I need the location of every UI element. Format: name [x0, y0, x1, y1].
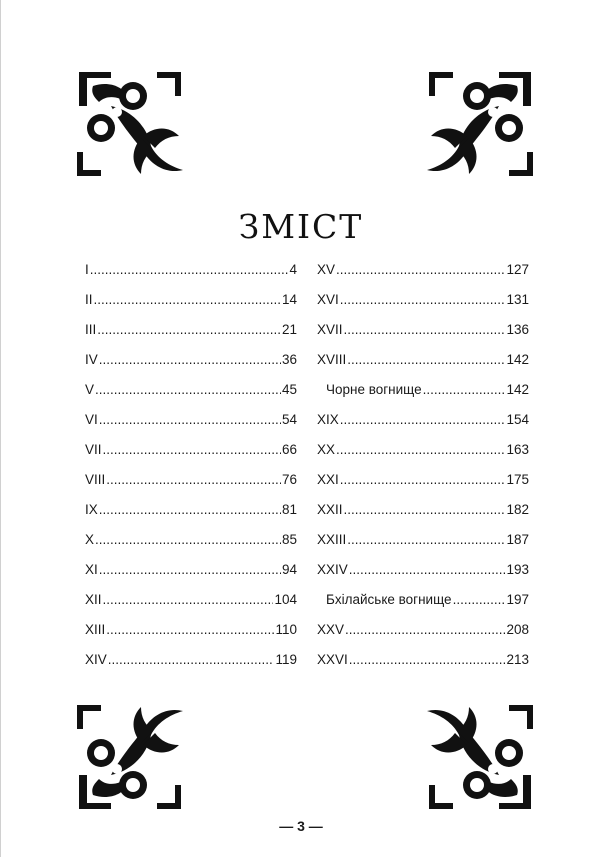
toc-entry-label: III: [85, 322, 97, 337]
toc-entry[interactable]: [317, 618, 529, 648]
toc-entry-label: X: [85, 532, 95, 547]
toc-entry-label: V: [85, 382, 95, 397]
dot-leader: [347, 348, 505, 372]
dot-leader: [106, 618, 274, 642]
dot-leader: [90, 258, 289, 282]
toc-entry-label: Бхілайське вогнище: [326, 592, 452, 607]
toc-entry-page-number: 208: [506, 622, 529, 637]
dot-leader: [103, 588, 274, 612]
toc-entry-page-number: 127: [506, 262, 529, 277]
toc-entry-label: Чорне вогнище: [326, 382, 422, 397]
toc-entry-label: XVIII: [317, 352, 347, 367]
toc-entry-page-number: 45: [281, 382, 297, 397]
dot-leader: [97, 318, 281, 342]
dot-leader: [344, 498, 506, 522]
toc-entry-label: VI: [85, 412, 98, 427]
toc-entry-page-number: 175: [506, 472, 529, 487]
toc-entry[interactable]: [85, 558, 297, 588]
toc-entry-page-number: 182: [506, 502, 529, 517]
dot-leader: [336, 258, 505, 282]
toc-entry[interactable]: [317, 648, 529, 678]
toc-entry-page-number: 104: [274, 592, 297, 607]
page-number: — 3 —: [279, 818, 323, 834]
toc-entry-page-number: 142: [506, 382, 529, 397]
dot-leader: [453, 588, 506, 612]
toc-column-right: [317, 258, 529, 678]
toc-entry-page-number: 193: [506, 562, 529, 577]
toc-entry[interactable]: [85, 348, 297, 378]
dot-leader: [340, 288, 506, 312]
toc-entry-label: I: [85, 262, 89, 277]
toc-entry-page-number: 14: [281, 292, 297, 307]
toc-column-left: [85, 258, 297, 678]
toc-entry-page-number: 81: [281, 502, 297, 517]
toc-entry[interactable]: [85, 528, 297, 558]
dot-leader: [95, 528, 281, 552]
toc-entry[interactable]: [317, 258, 529, 288]
dot-leader: [423, 378, 506, 402]
toc-entry[interactable]: [85, 618, 297, 648]
toc-entry-label: VIII: [85, 472, 106, 487]
toc-entry-label: XIII: [85, 622, 106, 637]
toc-entry[interactable]: [317, 378, 529, 408]
fleuron-corner-icon: [419, 66, 539, 186]
toc-entry-page-number: 36: [281, 352, 297, 367]
page-title: ЗМІСТ: [238, 207, 364, 246]
fleuron-corner-icon: [419, 695, 539, 815]
fleuron-corner-icon: [71, 66, 191, 186]
toc-entry-label: XX: [317, 442, 336, 457]
toc-entry[interactable]: [317, 438, 529, 468]
toc-entry-label: XVI: [317, 292, 339, 307]
toc-entry-page-number: 66: [281, 442, 297, 457]
toc-entry[interactable]: [317, 558, 529, 588]
toc-entry[interactable]: [85, 258, 297, 288]
dot-leader: [99, 408, 281, 432]
toc-entry-page-number: 54: [281, 412, 297, 427]
toc-entry[interactable]: [317, 528, 529, 558]
toc-entry-page-number: 110: [275, 622, 297, 637]
dot-leader: [99, 498, 281, 522]
toc-entry[interactable]: [317, 348, 529, 378]
toc-entry-page-number: 4: [289, 262, 297, 277]
dot-leader: [336, 438, 505, 462]
dot-leader: [349, 648, 506, 672]
dot-leader: [99, 558, 281, 582]
toc-entry[interactable]: [317, 468, 529, 498]
dot-leader: [108, 648, 275, 672]
toc-entry-label: XI: [85, 562, 98, 577]
toc-entry[interactable]: [317, 498, 529, 528]
toc-entry-label: VII: [85, 442, 102, 457]
dot-leader: [340, 468, 506, 492]
toc-entry-page-number: 131: [506, 292, 529, 307]
toc-entry-page-number: 94: [281, 562, 297, 577]
dot-leader: [99, 348, 281, 372]
toc-entry-label: IX: [85, 502, 98, 517]
toc-entry[interactable]: [85, 438, 297, 468]
toc-entry-label: XXIII: [317, 532, 347, 547]
toc-entry-page-number: 142: [506, 352, 529, 367]
toc-entry-page-number: 213: [506, 652, 529, 667]
toc-entry-label: XV: [317, 262, 336, 277]
dot-leader: [103, 438, 281, 462]
toc-entry[interactable]: [317, 318, 529, 348]
dot-leader: [106, 468, 281, 492]
toc-entry[interactable]: [85, 288, 297, 318]
dot-leader: [349, 558, 506, 582]
toc-entry-label: XXI: [317, 472, 339, 487]
toc-entry[interactable]: [317, 288, 529, 318]
dot-leader: [347, 528, 505, 552]
toc-entry-label: XII: [85, 592, 102, 607]
toc-entry[interactable]: [85, 498, 297, 528]
dot-leader: [95, 378, 281, 402]
toc-entry-page-number: 21: [281, 322, 297, 337]
toc-entry[interactable]: [317, 408, 529, 438]
dot-leader: [94, 288, 281, 312]
toc-entry-label: XXIV: [317, 562, 348, 577]
dot-leader: [345, 618, 505, 642]
toc-entry-page-number: 187: [506, 532, 529, 547]
toc-entry[interactable]: [85, 318, 297, 348]
toc-entry-page-number: 163: [506, 442, 529, 457]
toc-entry-page-number: 119: [275, 652, 297, 667]
toc-entry-page-number: 76: [281, 472, 297, 487]
toc-entry-label: XIV: [85, 652, 107, 667]
toc-entry[interactable]: [85, 468, 297, 498]
toc-entry-label: XIX: [317, 412, 339, 427]
dot-leader: [344, 318, 506, 342]
fleuron-corner-icon: [71, 695, 191, 815]
toc-entry-page-number: 154: [506, 412, 529, 427]
toc-entry-page-number: 85: [281, 532, 297, 547]
toc-entry-label: IV: [85, 352, 98, 367]
toc-entry[interactable]: [85, 648, 297, 678]
toc-entry-page-number: 136: [506, 322, 529, 337]
toc-entry[interactable]: [317, 588, 529, 618]
toc-entry-label: XXVI: [317, 652, 348, 667]
dot-leader: [340, 408, 506, 432]
toc-entry-label: II: [85, 292, 93, 307]
toc-entry-label: XXII: [317, 502, 343, 517]
toc-entry-page-number: 197: [506, 592, 529, 607]
toc-entry-label: XXV: [317, 622, 345, 637]
toc-entry[interactable]: [85, 588, 297, 618]
toc-entry[interactable]: [85, 408, 297, 438]
toc-entry[interactable]: [85, 378, 297, 408]
toc-entry-label: XVII: [317, 322, 343, 337]
